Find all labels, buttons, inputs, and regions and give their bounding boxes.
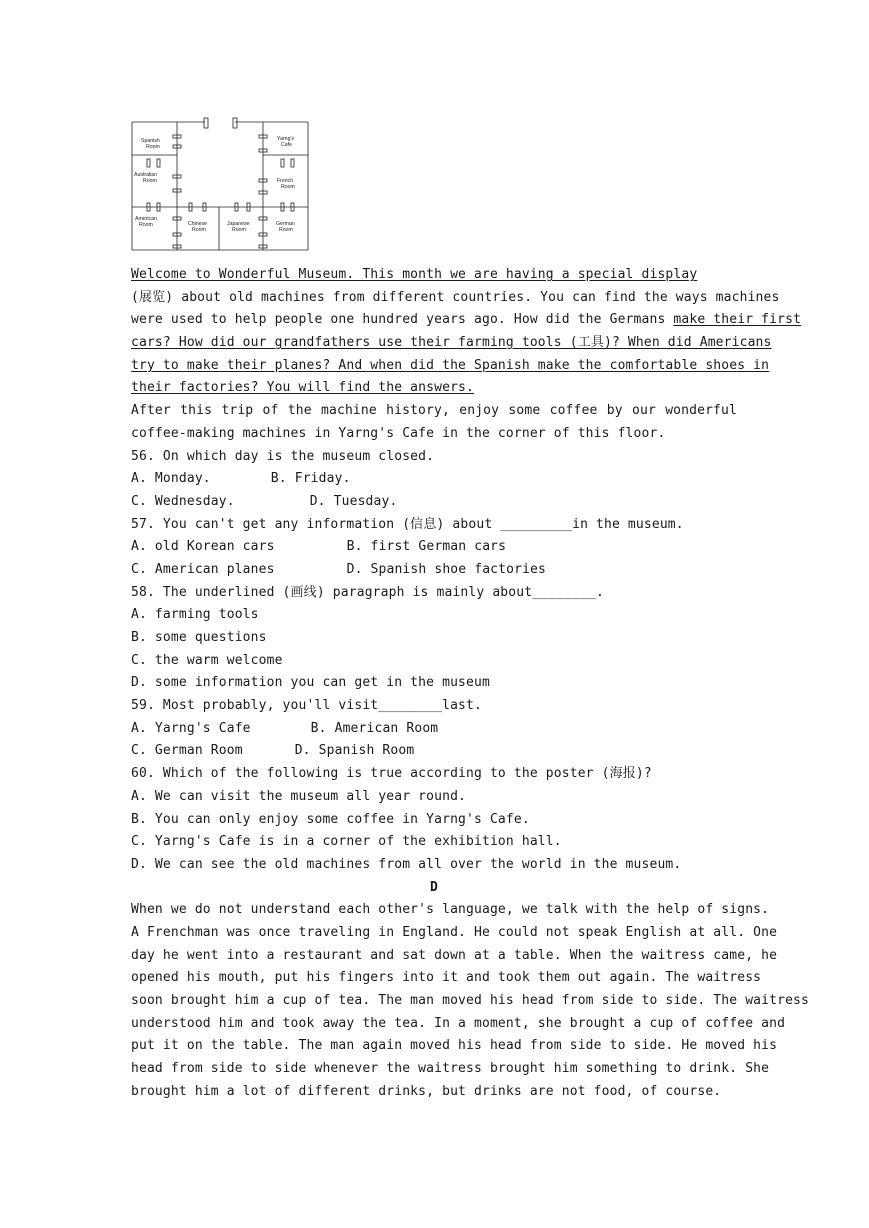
- option-row: C. the warm welcome: [131, 652, 283, 668]
- passage-line: put it on the table. The man again moved his head from side to side. He moved his: [131, 1038, 778, 1054]
- option-row: [131, 536, 737, 559]
- option: C. American planes: [131, 561, 275, 577]
- spanish-room-label-2: Room: [146, 144, 160, 150]
- option: D. Spanish shoe factories: [346, 561, 547, 577]
- question-stem: 57. You can't get any information (信息) about _________in the museum.: [131, 516, 684, 532]
- museum-floor-plan: [131, 117, 309, 251]
- option: B. Friday.: [270, 471, 351, 487]
- passage-line: coffee-making machines in Yarng's Cafe in the corner of this floor.: [131, 425, 666, 441]
- passage-line: their factories? You will find the answers.: [131, 380, 474, 396]
- australian-room-label-2: Room: [143, 178, 157, 184]
- question-stem: 60. Which of the following is true according to the poster (海报)?: [131, 766, 652, 782]
- passage-line: Welcome to Wonderful Museum. This month we are having a special display: [131, 267, 698, 282]
- japanese-room-label: Japanese: [227, 221, 250, 227]
- passage-line: [131, 309, 802, 332]
- french-room-label: French: [277, 178, 294, 184]
- option-row: A. We can visit the museum all year round.: [131, 788, 467, 804]
- question-stem: 59. Most probably, you'll visit________last.: [131, 698, 482, 714]
- american-room-label-2: Room: [139, 222, 153, 228]
- passage-line: (展览) about old machines from different countries. You can find the ways machines: [131, 289, 780, 305]
- option-row: B. You can only enjoy some coffee in Yarng's Cafe.: [131, 811, 530, 827]
- passage-line: When we do not understand each other's language, we talk with the help of signs.: [131, 902, 770, 918]
- section-heading: D: [430, 879, 438, 895]
- option-row: D. some information you can get in the museum: [131, 675, 490, 691]
- cafe-label: Yarng's: [277, 136, 295, 142]
- cafe-label-2: Cafe: [281, 142, 292, 148]
- questions-list: [131, 446, 737, 877]
- option-row: B. some questions: [131, 630, 267, 645]
- option: A. Yarng's Cafe: [131, 720, 251, 736]
- chinese-room-label-2: Room: [192, 227, 206, 233]
- option-row: [131, 740, 737, 763]
- option: B. American Room: [310, 720, 439, 736]
- passage-line: opened his mouth, put his fingers into it and took them out again. The waitress: [131, 970, 762, 986]
- option: D. Tuesday.: [309, 493, 398, 509]
- passage-underlined-text: make their first: [673, 312, 802, 328]
- german-room-label-2: Room: [279, 227, 293, 233]
- option-row: [131, 491, 737, 514]
- passage-text: were used to help people one hundred years ago. How did the Germans: [131, 312, 674, 328]
- passage-line: brought him a lot of different drinks, but drinks are not food, of course.: [131, 1083, 722, 1099]
- option-row: [131, 718, 737, 741]
- german-room-label: German: [276, 221, 295, 227]
- spanish-room-label: Spanish: [141, 138, 160, 144]
- passage-line: day he went into a restaurant and sat down at a table. When the waitress came, he: [131, 947, 778, 963]
- passage-line: soon brought him a cup of tea. The man moved his head from side to side. The waitress: [131, 993, 810, 1008]
- option-row: C. Yarng's Cafe is in a corner of the exhibition hall.: [131, 834, 562, 850]
- option: A. old Korean cars: [131, 539, 275, 555]
- passage-line: A Frenchman was once traveling in England. He could not speak English at all. One: [131, 924, 778, 940]
- option: C. German Room: [131, 743, 243, 759]
- japanese-room-label-2: Room: [232, 227, 246, 233]
- option-row: D. We can see the old machines from all over the world in the museum.: [131, 856, 682, 872]
- passage-line: try to make their planes? And when did the Spanish make the comfortable shoes in: [131, 357, 770, 373]
- passage-line: After this trip of the machine history, enjoy some coffee by our wonderful: [131, 403, 737, 419]
- french-room-label-2: Room: [281, 184, 295, 190]
- passage-line: cars? How did our grandfathers use their farming tools (工具)? When did Americans: [131, 335, 772, 351]
- section-d-passage: [131, 899, 810, 1103]
- question-stem: 56. On which day is the museum closed.: [131, 448, 435, 464]
- passage-line: understood him and took away the tea. In a moment, she brought a cup of coffee and: [131, 1015, 786, 1031]
- document-body: [131, 264, 810, 1103]
- chinese-room-label: Chinese: [188, 221, 208, 227]
- option-row: [131, 468, 737, 491]
- option: D. Spanish Room: [294, 743, 415, 759]
- american-room-label: American: [135, 216, 157, 222]
- passage-line: head from side to side whenever the waitress brought him something to drink. She: [131, 1061, 770, 1077]
- question-stem: 58. The underlined (画线) paragraph is mainly about________.: [131, 584, 604, 600]
- option-row: [131, 559, 737, 582]
- australian-room-label: Australian: [134, 172, 158, 178]
- option: A. Monday.: [131, 471, 211, 487]
- option-row: A. farming tools: [131, 607, 259, 623]
- option: B. first German cars: [346, 539, 507, 555]
- option: C. Wednesday.: [131, 493, 235, 509]
